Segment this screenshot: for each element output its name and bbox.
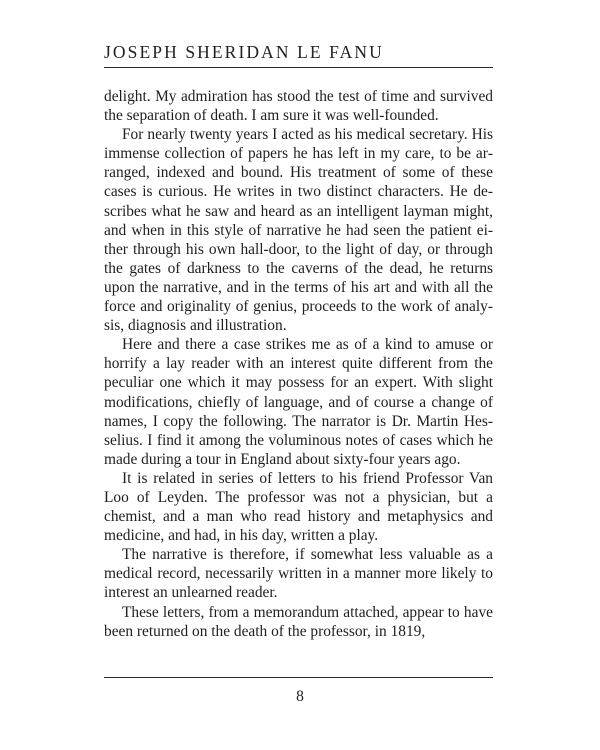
body-text bbox=[104, 87, 493, 641]
paragraph: delight. My admiration has stood the test of time and survived the separation of death. I am sure it was well-founded. bbox=[104, 88, 493, 125]
paragraph: These letters, from a memorandum attached, appear to have been returned on the death of the professor, in 1819, bbox=[104, 603, 493, 640]
page-number: 8 bbox=[296, 688, 304, 705]
running-head: JOSEPH SHERIDAN LE FANU bbox=[104, 42, 384, 62]
paragraph: For nearly twenty years I acted as his medical secretary. His immense collection of papers he has left in my care, to be arranged, indexed and bound. His treatment of some of these cases is curious. He writes in two distinct characters. He describes what he saw and heard as an intelligent layman might, and when in this style of narrative he had seen the patient either through his own hall-door, to the light of day, or through the gates of darkness to the caverns of the dead, he returns upon the narrative, and in the terms of his art and with all the force and originality of genius, proceeds to the work of analysis, diagnosis and illustration. bbox=[104, 126, 493, 335]
footer-rule bbox=[104, 677, 493, 678]
header-rule bbox=[104, 67, 493, 68]
paragraph: Here and there a case strikes me as of a kind to amuse or horrify a lay reader with an interest quite different from the peculiar one which it may possess for an expert. With slight modifications, chiefly of language, and of course a change of names, I copy the following. The narrator is Dr. Martin Hesselius. I find it among the voluminous notes of cases which he made during a tour in England about sixty-four years ago. bbox=[104, 336, 493, 468]
paragraph: The narrative is therefore, if somewhat less valuable as a medical record, necessarily written in a manner more likely to interest an unlearned reader. bbox=[104, 546, 493, 602]
paragraph: It is related in series of letters to his friend Professor Van Loo of Leyden. The professor was not a physician, but a chemist, and a man who read history and metaphysics and medicine, and had, in his day, written a play. bbox=[104, 469, 493, 545]
